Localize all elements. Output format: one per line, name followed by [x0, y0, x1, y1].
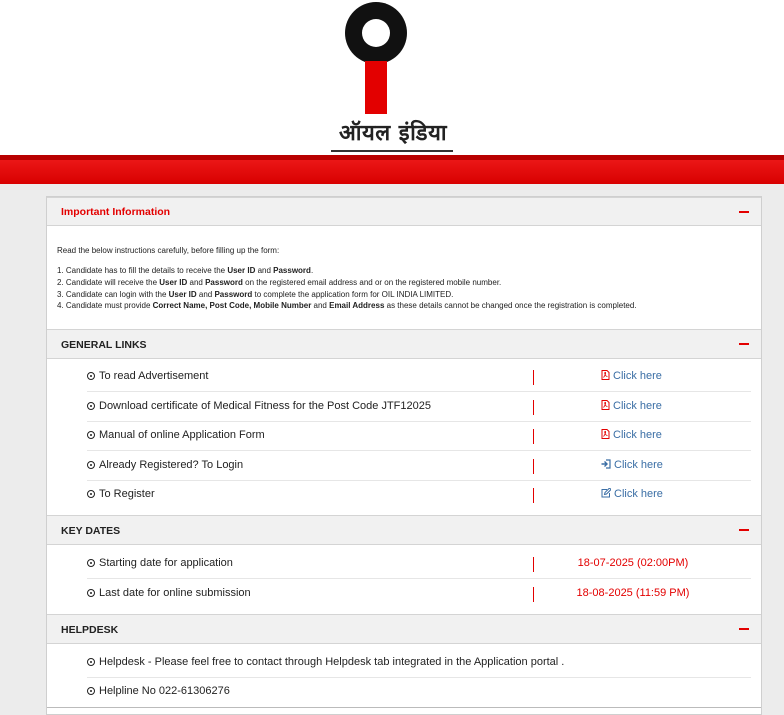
circle-dot-icon	[87, 658, 95, 666]
list-item-label: Already Registered? To Login	[99, 459, 244, 471]
circle-dot-icon	[87, 687, 95, 695]
list-item	[87, 452, 751, 481]
general-links-title: GENERAL LINKS	[61, 339, 147, 351]
list-item-label: Last date for online submission	[99, 587, 251, 599]
list-item-label: To Register	[99, 488, 155, 500]
collapse-helpdesk-icon[interactable]	[739, 628, 749, 630]
helpdesk-header[interactable]	[47, 614, 761, 644]
circle-dot-icon	[87, 559, 95, 567]
divider	[533, 459, 534, 474]
panel-bottom-border	[47, 707, 761, 708]
list-item-label: To read Advertisement	[99, 370, 209, 382]
site-header	[0, 0, 784, 155]
logo-hindi-text: ऑयल इंडिया	[338, 121, 448, 146]
info-panel	[46, 196, 762, 715]
circle-dot-icon	[87, 372, 95, 380]
advertisement-link[interactable]: Click here	[601, 370, 662, 382]
header-band-shadow	[0, 155, 784, 160]
divider	[533, 429, 534, 444]
key-dates-title: KEY DATES	[61, 525, 121, 537]
pdf-icon	[601, 429, 610, 439]
instruction-3: 3. Candidate can login with the User ID and Password to complete the application form for OIL INDIA LIMITED.	[57, 290, 454, 299]
helpline-number: Helpline No 022-61306276	[99, 685, 230, 697]
circle-dot-icon	[87, 402, 95, 410]
important-info-title: Important Information	[61, 206, 171, 218]
divider	[533, 488, 534, 503]
divider	[533, 370, 534, 385]
instruction-4: 4. Candidate must provide Correct Name, Post Code, Mobile Number and Email Address as these details cannot be changed once the registration is completed.	[57, 301, 637, 310]
circle-dot-icon	[87, 490, 95, 498]
key-dates-header[interactable]	[47, 515, 761, 545]
instruction-2: 2. Candidate will receive the User ID and Password on the registered email address and or on the registered mobile number.	[57, 278, 502, 287]
collapse-general-links-icon[interactable]	[739, 343, 749, 345]
list-item	[87, 649, 751, 678]
helpdesk-title: HELPDESK	[61, 624, 119, 636]
last-date-value: 18-08-2025 (11:59 PM)	[576, 587, 690, 599]
divider	[533, 587, 534, 602]
divider	[533, 557, 534, 572]
instruction-1: 1. Candidate has to fill the details to receive the User ID and Password.	[57, 266, 314, 275]
list-item-label: Download certificate of Medical Fitness for the Post Code JTF12025	[99, 400, 431, 412]
collapse-important-icon[interactable]	[739, 211, 749, 213]
manual-link[interactable]: Click here	[601, 429, 662, 441]
general-links-header[interactable]	[47, 329, 761, 359]
edit-icon	[601, 488, 611, 498]
list-item	[87, 481, 751, 510]
pdf-icon	[601, 400, 610, 410]
list-item	[87, 580, 751, 609]
logo-underline	[331, 150, 453, 152]
start-date-value: 18-07-2025 (02:00PM)	[577, 557, 689, 569]
circle-dot-icon	[87, 461, 95, 469]
circle-dot-icon	[87, 589, 95, 597]
login-link[interactable]: Click here	[601, 459, 663, 471]
list-item-label: Starting date for application	[99, 557, 233, 569]
pdf-icon	[601, 370, 610, 380]
login-icon	[601, 459, 611, 469]
list-item	[87, 678, 751, 707]
circle-dot-icon	[87, 431, 95, 439]
helpdesk-info-text: Helpdesk - Please feel free to contact through Helpdesk tab integrated in the Application portal .	[99, 656, 565, 668]
list-item-label: Manual of online Application Form	[99, 429, 265, 441]
medical-certificate-link[interactable]: Click here	[601, 400, 662, 412]
list-item	[87, 550, 751, 579]
register-link[interactable]: Click here	[601, 488, 663, 500]
divider	[533, 400, 534, 415]
important-info-header[interactable]	[47, 197, 761, 226]
list-item	[87, 422, 751, 451]
list-item	[87, 363, 751, 392]
list-item	[87, 393, 751, 422]
collapse-key-dates-icon[interactable]	[739, 529, 749, 531]
instructions-intro: Read the below instructions carefully, before filling up the form:	[57, 246, 280, 255]
